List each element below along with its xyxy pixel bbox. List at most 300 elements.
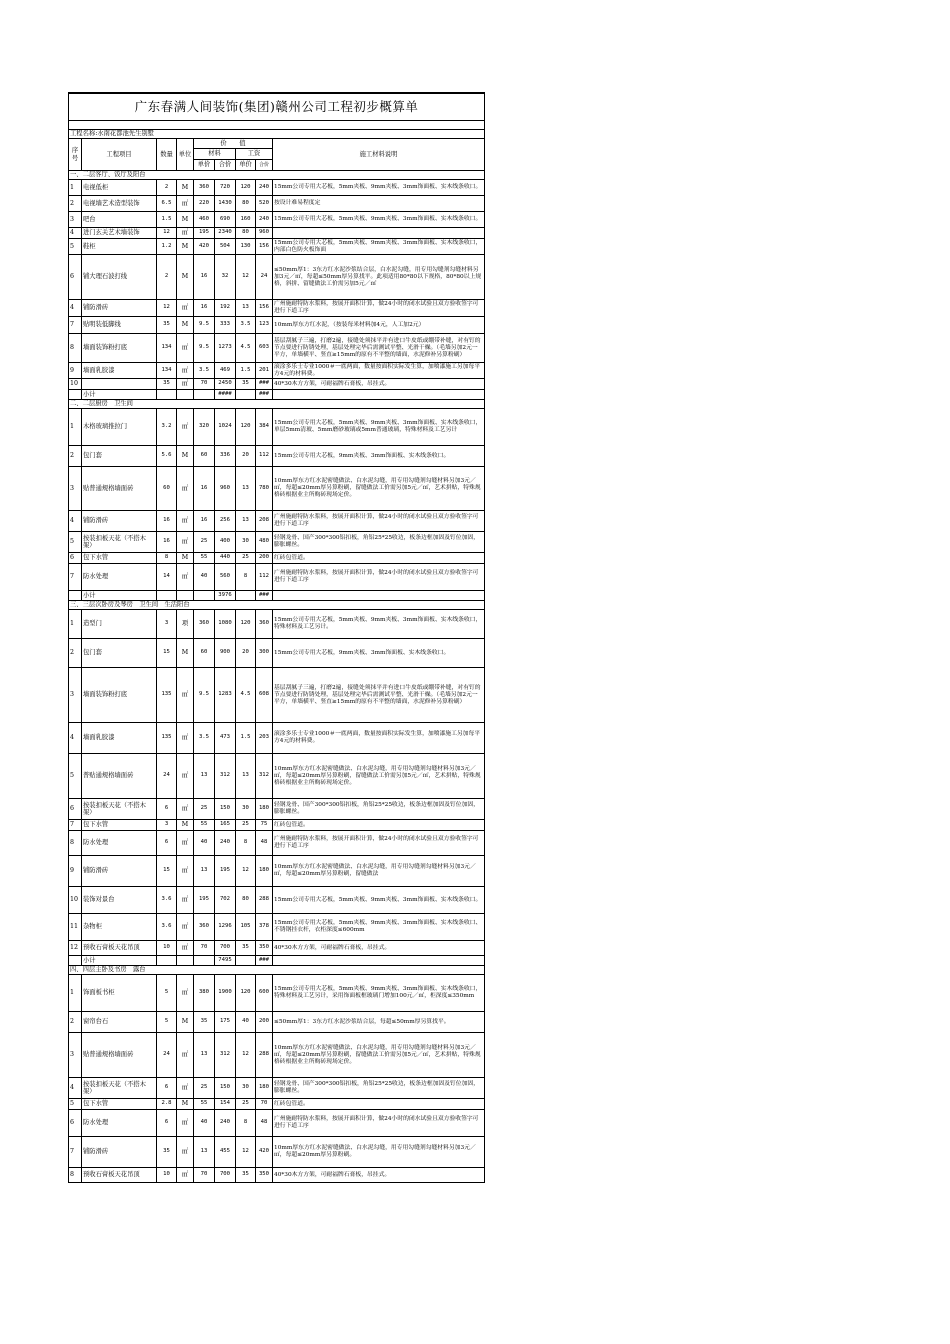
cell-description: 15mm公司专用大芯板，5mm夹板、9mm夹板、3mm饰面板、实木线条收口。 — [273, 180, 485, 196]
cell-qty — [157, 956, 177, 966]
cell-item: 包门套 — [82, 446, 157, 467]
cell-material-unit-price: 13 — [194, 754, 215, 799]
cell-labor-unit-price: 120 — [236, 610, 256, 639]
table-row — [69, 799, 485, 820]
table-row — [69, 300, 485, 317]
cell-unit: ㎡ — [177, 564, 194, 591]
cell-item: 按装扣板天花（不搭木架） — [82, 1078, 157, 1099]
cell-qty: 2 — [157, 180, 177, 196]
cell-qty: 5.6 — [157, 446, 177, 467]
cell-qty: 6 — [157, 1110, 177, 1137]
cell-labor-total: 350 — [256, 1168, 273, 1183]
cell-material-total: 195 — [215, 856, 236, 887]
cell-labor-total: 384 — [256, 409, 273, 446]
cell-description: 15mm公司专用大芯板，5mm夹板、9mm夹板、3mm饰面板、实木线条收口。 — [273, 212, 485, 228]
cell-labor-total: 112 — [256, 446, 273, 467]
cell-qty: 3.6 — [157, 914, 177, 941]
cell-seq — [69, 390, 82, 400]
cell-labor-unit-price: 4.5 — [236, 334, 256, 363]
cell-material-unit-price: 3.5 — [194, 723, 215, 754]
cell-seq: 7 — [69, 564, 82, 591]
cell-material-total: 1283 — [215, 668, 236, 723]
cell-unit: ㎡ — [177, 1168, 194, 1183]
cell-labor-unit-price: 12 — [236, 856, 256, 887]
cell-description — [273, 228, 485, 239]
table-row — [69, 668, 485, 723]
cell-material-unit-price: 60 — [194, 446, 215, 467]
cell-unit: ㎡ — [177, 379, 194, 390]
cell-labor-unit-price: 35 — [236, 379, 256, 390]
table-row — [69, 610, 485, 639]
cell-seq: 6 — [69, 1110, 82, 1137]
cell-description: 40*30木方方架，可耐福牌石膏板，吊挂式。 — [273, 1168, 485, 1183]
cell-qty: 1.5 — [157, 212, 177, 228]
cell-unit: M — [177, 639, 194, 668]
cell-qty: 15 — [157, 639, 177, 668]
cell-unit: ㎡ — [177, 799, 194, 820]
cell-material-unit-price: 70 — [194, 379, 215, 390]
cell-material-unit-price: 195 — [194, 228, 215, 239]
cell-material-total: 960 — [215, 467, 236, 511]
cell-item: 铺防滑砖 — [82, 511, 157, 532]
cell-labor-total: 288 — [256, 1033, 273, 1078]
cell-seq: 5 — [69, 1099, 82, 1110]
cell-qty — [157, 390, 177, 400]
cell-item: 铺防滑砖 — [82, 856, 157, 887]
section-header-row — [69, 400, 485, 409]
cell-seq: 5 — [69, 239, 82, 255]
cell-seq: 8 — [69, 1168, 82, 1183]
cell-labor-total: 48 — [256, 831, 273, 856]
cell-unit: M — [177, 180, 194, 196]
cell-labor-total: 201 — [256, 363, 273, 379]
section-header-row — [69, 601, 485, 610]
cell-description: 10mm厚东方红水泥密缝做法、白水泥勾缝，用专用勾缝剂勾缝材料另加3元／㎡，每超≤20mm厚另算粉刷。 — [273, 1137, 485, 1168]
cell-unit: ㎡ — [177, 300, 194, 317]
cell-labor-unit-price: 30 — [236, 532, 256, 553]
cell-material-total: 702 — [215, 887, 236, 914]
cell-material-total: 469 — [215, 363, 236, 379]
cell-labor-total: 360 — [256, 610, 273, 639]
cell-item: 小计 — [82, 591, 157, 601]
cell-unit: 项 — [177, 610, 194, 639]
cell-item: 杂物柜 — [82, 914, 157, 941]
cell-labor-unit-price — [236, 956, 256, 966]
cell-labor-total: ### — [256, 390, 273, 400]
cell-unit: ㎡ — [177, 467, 194, 511]
cell-description: 红砖包管道。 — [273, 820, 485, 831]
cell-material-total: 333 — [215, 317, 236, 334]
cell-material-total: #### — [215, 390, 236, 400]
cell-material-unit-price — [194, 390, 215, 400]
table-row — [69, 196, 485, 212]
cell-qty: 12 — [157, 228, 177, 239]
cell-unit: M — [177, 1012, 194, 1033]
header-material-total: 合价 — [215, 160, 236, 171]
header-material-unit-price: 单价 — [194, 160, 215, 171]
cell-item: 电视低柜 — [82, 180, 157, 196]
cell-qty: 3.2 — [157, 409, 177, 446]
table-row — [69, 446, 485, 467]
cell-material-unit-price — [194, 956, 215, 966]
cell-labor-unit-price: 25 — [236, 820, 256, 831]
table-row — [69, 532, 485, 553]
header-item: 工程项目 — [82, 139, 157, 171]
cell-description — [273, 591, 485, 601]
cell-unit: M — [177, 317, 194, 334]
cell-material-unit-price: 70 — [194, 1168, 215, 1183]
cell-description: 40*30木方方架，可耐福牌石膏板，吊挂式。 — [273, 941, 485, 956]
cell-labor-unit-price: 20 — [236, 639, 256, 668]
cell-qty: 3.6 — [157, 887, 177, 914]
cell-item: 墙面乳胶漆 — [82, 363, 157, 379]
cell-material-total: 1900 — [215, 975, 236, 1012]
cell-material-total: 504 — [215, 239, 236, 255]
cell-labor-unit-price: 4.5 — [236, 668, 256, 723]
table-row — [69, 1099, 485, 1110]
cell-unit: ㎡ — [177, 831, 194, 856]
cell-material-unit-price: 195 — [194, 887, 215, 914]
cell-item: 墙面乳胶漆 — [82, 723, 157, 754]
cell-unit: ㎡ — [177, 975, 194, 1012]
cell-description: 10mm厚东方红水泥密缝做法、白水泥勾缝，用专用勾缝剂勾缝材料另加3元／㎡，每超≤20mm厚另算粉刷，留缝做法工价需另加5元／㎡，艺术拼贴，特殊规格砖根据业主所购砖现场定价。 — [273, 1033, 485, 1078]
cell-labor-total: 480 — [256, 532, 273, 553]
cell-labor-unit-price: 30 — [236, 1078, 256, 1099]
cell-material-unit-price: 9.5 — [194, 334, 215, 363]
table-row — [69, 317, 485, 334]
cell-description: 15mm公司专用大芯板，5mm夹板、9mm夹板、3mm饰面板、实木线条收口，特殊材料及工艺另计，采用饰面板框玻璃门增加100元／㎡，柜深度≤350mm — [273, 975, 485, 1012]
cell-material-unit-price: 380 — [194, 975, 215, 1012]
table-row — [69, 754, 485, 799]
cell-labor-unit-price: 25 — [236, 1099, 256, 1110]
cell-material-total: 150 — [215, 799, 236, 820]
cell-material-total: 240 — [215, 831, 236, 856]
cell-unit: ㎡ — [177, 363, 194, 379]
cell-labor-total: ### — [256, 379, 273, 390]
cell-labor-total: 200 — [256, 553, 273, 564]
cell-seq: 7 — [69, 1137, 82, 1168]
cell-material-unit-price: 360 — [194, 180, 215, 196]
cell-labor-total: 350 — [256, 941, 273, 956]
header-material: 材料 — [194, 149, 236, 160]
cell-material-unit-price: 25 — [194, 1078, 215, 1099]
cell-qty: 35 — [157, 1137, 177, 1168]
cell-qty: 135 — [157, 668, 177, 723]
cell-labor-total: 208 — [256, 511, 273, 532]
cell-material-total: 150 — [215, 1078, 236, 1099]
cell-item: 包下水管 — [82, 820, 157, 831]
cell-item: 包下水管 — [82, 1099, 157, 1110]
cell-material-total: 690 — [215, 212, 236, 228]
cell-item: 墙面装饰粉打底 — [82, 668, 157, 723]
cell-qty: 3 — [157, 820, 177, 831]
cell-labor-total: ### — [256, 591, 273, 601]
cell-labor-unit-price: 105 — [236, 914, 256, 941]
cell-seq: 6 — [69, 553, 82, 564]
cell-unit: ㎡ — [177, 1078, 194, 1099]
cell-description: 10mm厚东方红水泥密缝做法、白水泥勾缝，用专用勾缝剂勾缝材料另加3元／㎡，每超≤20mm厚另算粉刷，留缝做法工价需另加5元／㎡，艺术拼贴，特殊规格砖根据业主所购砖现场定价。 — [273, 754, 485, 799]
cell-seq: 2 — [69, 446, 82, 467]
cell-material-unit-price: 55 — [194, 820, 215, 831]
cell-seq: 5 — [69, 754, 82, 799]
cell-labor-unit-price — [236, 591, 256, 601]
cell-item: 包下水管 — [82, 553, 157, 564]
table-row — [69, 975, 485, 1012]
cell-description: 15mm公司专用大芯板，5mm夹板、9mm夹板、3mm饰面板、实木线条收口，特殊材料及工艺另计。 — [273, 610, 485, 639]
cell-qty: 2 — [157, 255, 177, 300]
cell-material-total: 455 — [215, 1137, 236, 1168]
cell-item: 造型门 — [82, 610, 157, 639]
cell-description: 15mm公司专用大芯板，5mm夹板、9mm夹板、3mm饰面板、实木线条收口。 — [273, 887, 485, 914]
cell-seq: 8 — [69, 831, 82, 856]
cell-material-unit-price: 60 — [194, 639, 215, 668]
cell-material-total: 440 — [215, 553, 236, 564]
cell-unit: ㎡ — [177, 668, 194, 723]
cell-description: 15mm公司专用大芯板，5mm夹板、9mm夹板、3mm饰面板、实木线条收口，单层5mm清玻、5mm磨砂玻璃或5mm普通玻璃，特殊材料及工艺另计 — [273, 409, 485, 446]
cell-seq: 3 — [69, 212, 82, 228]
cell-item: 电视墙艺术造型装饰 — [82, 196, 157, 212]
cell-qty: 5 — [157, 1012, 177, 1033]
cell-material-total: 700 — [215, 1168, 236, 1183]
section-header-row — [69, 171, 485, 180]
cell-seq: 12 — [69, 941, 82, 956]
table-row — [69, 363, 485, 379]
cell-material-unit-price: 13 — [194, 1033, 215, 1078]
cell-labor-unit-price: 40 — [236, 1012, 256, 1033]
cell-seq: 3 — [69, 668, 82, 723]
cell-labor-unit-price: 12 — [236, 1033, 256, 1078]
cell-material-unit-price: 360 — [194, 610, 215, 639]
cell-material-unit-price: 3.5 — [194, 363, 215, 379]
cell-item: 墙面装饰粉打底 — [82, 334, 157, 363]
cell-description: 10mm厚东方红水泥密缝做法、白水泥勾缝，用专用勾缝剂勾缝材料另加3元／㎡，每超≤20mm厚另算粉刷，留缝做法 — [273, 856, 485, 887]
table-row — [69, 639, 485, 668]
cell-labor-total: 180 — [256, 856, 273, 887]
cell-material-unit-price: 360 — [194, 914, 215, 941]
cell-labor-unit-price: 80 — [236, 196, 256, 212]
cell-qty: 12 — [157, 300, 177, 317]
cell-material-total: 1080 — [215, 610, 236, 639]
cell-labor-total: 420 — [256, 1137, 273, 1168]
cell-description: 广州施耐特防水浆料，按展开面积计算，做24小时的闭水试验且双方验收签字可进行下道工序 — [273, 564, 485, 591]
cell-labor-total: 75 — [256, 820, 273, 831]
cell-material-total: 154 — [215, 1099, 236, 1110]
cell-material-unit-price: 70 — [194, 941, 215, 956]
cell-qty: 10 — [157, 941, 177, 956]
cell-description: 40*30木方方架，可耐福牌石膏板，吊挂式。 — [273, 379, 485, 390]
budget-sheet — [68, 92, 484, 1183]
cell-item: 按装扣板天花（不搭木架） — [82, 799, 157, 820]
table-row — [69, 334, 485, 363]
cell-material-total: 256 — [215, 511, 236, 532]
cell-labor-unit-price: 120 — [236, 180, 256, 196]
cell-material-unit-price: 13 — [194, 1137, 215, 1168]
cell-seq: 6 — [69, 799, 82, 820]
cell-unit: ㎡ — [177, 723, 194, 754]
cell-item: 防水处理 — [82, 564, 157, 591]
table-row — [69, 228, 485, 239]
cell-seq — [69, 956, 82, 966]
cell-material-total: 1430 — [215, 196, 236, 212]
table-row — [69, 820, 485, 831]
cell-seq: 2 — [69, 639, 82, 668]
cell-seq: 4 — [69, 228, 82, 239]
cell-unit — [177, 390, 194, 400]
cell-qty: 6 — [157, 831, 177, 856]
cell-material-unit-price: 40 — [194, 564, 215, 591]
table-row — [69, 941, 485, 956]
cell-seq: 1 — [69, 975, 82, 1012]
cell-description: 15mm公司专用大芯板，9mm夹板、3mm饰面板、实木线条收口。 — [273, 639, 485, 668]
cell-material-unit-price: 320 — [194, 409, 215, 446]
cell-unit: M — [177, 239, 194, 255]
cell-labor-total: 156 — [256, 300, 273, 317]
cell-material-total: 1024 — [215, 409, 236, 446]
cell-item: 铺防滑砖 — [82, 300, 157, 317]
cell-unit: ㎡ — [177, 196, 194, 212]
cell-labor-total: 240 — [256, 180, 273, 196]
cell-qty: 1.2 — [157, 239, 177, 255]
cell-material-unit-price: 55 — [194, 1099, 215, 1110]
cell-description: 轻钢龙骨、国产300*300铝扣板，角铝25*25收边，板条边框加固及钉位加固，膨胀螺丝。 — [273, 532, 485, 553]
cell-unit: M — [177, 446, 194, 467]
cell-labor-unit-price: 35 — [236, 941, 256, 956]
cell-seq: 1 — [69, 180, 82, 196]
cell-qty: 3 — [157, 610, 177, 639]
cell-labor-total: 180 — [256, 1078, 273, 1099]
cell-item: 窗帘台石 — [82, 1012, 157, 1033]
cell-description: 广州施耐特防水浆料，按展开面积计算，做24小时的闭水试验且双方验收签字可进行下道工序 — [273, 831, 485, 856]
cell-labor-unit-price: 13 — [236, 511, 256, 532]
cell-seq: 6 — [69, 255, 82, 300]
cell-qty: 24 — [157, 754, 177, 799]
cell-qty: 16 — [157, 511, 177, 532]
cell-labor-total: 112 — [256, 564, 273, 591]
cell-description — [273, 390, 485, 400]
cell-description: 基层刮腻子三遍，打磨2遍，接缝处须抹平并有进口牛皮纸或绷带补缝，对有钉的节点要进行防锈处理，基层处理完毕后需测试平整、光滑干燥。（毛墙另加2元一平方，单墙横平、竖直≥15mm的原有不平整的墙面，水泥修补另算粉刷） — [273, 668, 485, 723]
cell-labor-unit-price: 8 — [236, 1110, 256, 1137]
cell-material-unit-price: 420 — [194, 239, 215, 255]
cell-material-total: 560 — [215, 564, 236, 591]
cell-material-total: 32 — [215, 255, 236, 300]
cell-labor-total: 608 — [256, 668, 273, 723]
subtotal-row — [69, 591, 485, 601]
cell-unit: M — [177, 255, 194, 300]
cell-seq — [69, 591, 82, 601]
table-row — [69, 887, 485, 914]
cell-qty: 35 — [157, 317, 177, 334]
cell-qty: 8 — [157, 553, 177, 564]
cell-material-unit-price: 16 — [194, 511, 215, 532]
cell-description: 10mm厚东方红水泥，（按装每米材料加4元，人工加2元） — [273, 317, 485, 334]
table-row — [69, 511, 485, 532]
cell-description: ≤50mm厚1：3东方红水泥沙浆结合层，白水泥勾缝，用专用勾缝剂勾缝材料另加3元／㎡，每超≤50mm厚另算找平。此项适用80*80以下规格，80*80以上规格，斜拼、留缝做法工价需另加5元／㎡ — [273, 255, 485, 300]
cell-labor-unit-price: 30 — [236, 799, 256, 820]
section-title: 二、二层厨房 卫生间 — [69, 400, 485, 409]
table-row — [69, 1110, 485, 1137]
cell-qty: 134 — [157, 363, 177, 379]
cell-material-total: 400 — [215, 532, 236, 553]
cell-material-total: 312 — [215, 1033, 236, 1078]
cell-labor-unit-price: 12 — [236, 1137, 256, 1168]
cell-material-unit-price: 16 — [194, 255, 215, 300]
cell-labor-unit-price: 13 — [236, 467, 256, 511]
cell-description: 红砖包管道。 — [273, 1099, 485, 1110]
cell-labor-unit-price: 25 — [236, 553, 256, 564]
cell-unit: ㎡ — [177, 532, 194, 553]
cell-material-unit-price: 220 — [194, 196, 215, 212]
header-labor-unit-price: 单价 — [236, 160, 256, 171]
cell-item: 铺防滑砖 — [82, 1137, 157, 1168]
cell-qty: 134 — [157, 334, 177, 363]
subtotal-row — [69, 956, 485, 966]
cell-seq: 4 — [69, 300, 82, 317]
cell-description: 15mm公司专用大芯板，9mm夹板、3mm饰面板、实木线条收口。 — [273, 446, 485, 467]
cell-labor-unit-price: 3.5 — [236, 317, 256, 334]
cell-seq: 2 — [69, 196, 82, 212]
header-qty: 数量 — [157, 139, 177, 171]
subtotal-row — [69, 390, 485, 400]
cell-unit: ㎡ — [177, 856, 194, 887]
cell-labor-total: 603 — [256, 334, 273, 363]
cell-item: 预收石膏板天花吊顶 — [82, 1168, 157, 1183]
cell-qty: 6.5 — [157, 196, 177, 212]
table-row — [69, 212, 485, 228]
cell-description: 红砖包管道。 — [273, 553, 485, 564]
table-row — [69, 723, 485, 754]
table-row — [69, 1168, 485, 1183]
cell-item: 小计 — [82, 956, 157, 966]
cell-material-total: 473 — [215, 723, 236, 754]
cell-seq: 9 — [69, 856, 82, 887]
cell-qty: 135 — [157, 723, 177, 754]
cell-labor-total: ### — [256, 956, 273, 966]
section-header-row — [69, 966, 485, 975]
cell-labor-total: 780 — [256, 467, 273, 511]
cell-material-total: 336 — [215, 446, 236, 467]
cell-labor-total: 200 — [256, 1012, 273, 1033]
cell-item — [82, 379, 157, 390]
cell-item: 小计 — [82, 390, 157, 400]
cell-unit: M — [177, 820, 194, 831]
cell-material-unit-price: 16 — [194, 467, 215, 511]
section-title: 一、二层客厅、饭厅及阳台 — [69, 171, 485, 180]
cell-material-total: 192 — [215, 300, 236, 317]
table-row — [69, 239, 485, 255]
cell-seq: 7 — [69, 820, 82, 831]
sheet-title: 广东春满人间装饰(集团)赣州公司工程初步概算单 — [69, 94, 485, 121]
cell-labor-unit-price: 13 — [236, 300, 256, 317]
cell-description: 广州施耐特防水浆料，按展开面积计算，做24小时的闭水试验且双方验收签字可进行下道工序 — [273, 1110, 485, 1137]
cell-item: 贴普通规格墙面砖 — [82, 467, 157, 511]
cell-description: ≤50mm厚1：3东方红水泥沙浆结合层，每超≤50mm厚另算找平。 — [273, 1012, 485, 1033]
cell-seq: 7 — [69, 317, 82, 334]
cell-qty: 10 — [157, 1168, 177, 1183]
cell-labor-unit-price: 1.5 — [236, 723, 256, 754]
cell-labor-total: 24 — [256, 255, 273, 300]
cell-material-unit-price: 9.5 — [194, 668, 215, 723]
cell-labor-unit-price: 80 — [236, 887, 256, 914]
table-row — [69, 1078, 485, 1099]
header-unit: 单位 — [177, 139, 194, 171]
cell-labor-total: 123 — [256, 317, 273, 334]
cell-description: 广州施耐特防水浆料，按展开面积计算，做24小时的闭水试验且双方验收签字可进行下道工序 — [273, 300, 485, 317]
cell-seq: 3 — [69, 1033, 82, 1078]
table-row — [69, 914, 485, 941]
cell-seq: 10 — [69, 887, 82, 914]
header-price-value: 价 值 — [194, 139, 273, 149]
section-title: 四、四层主卧及书房 露台 — [69, 966, 485, 975]
